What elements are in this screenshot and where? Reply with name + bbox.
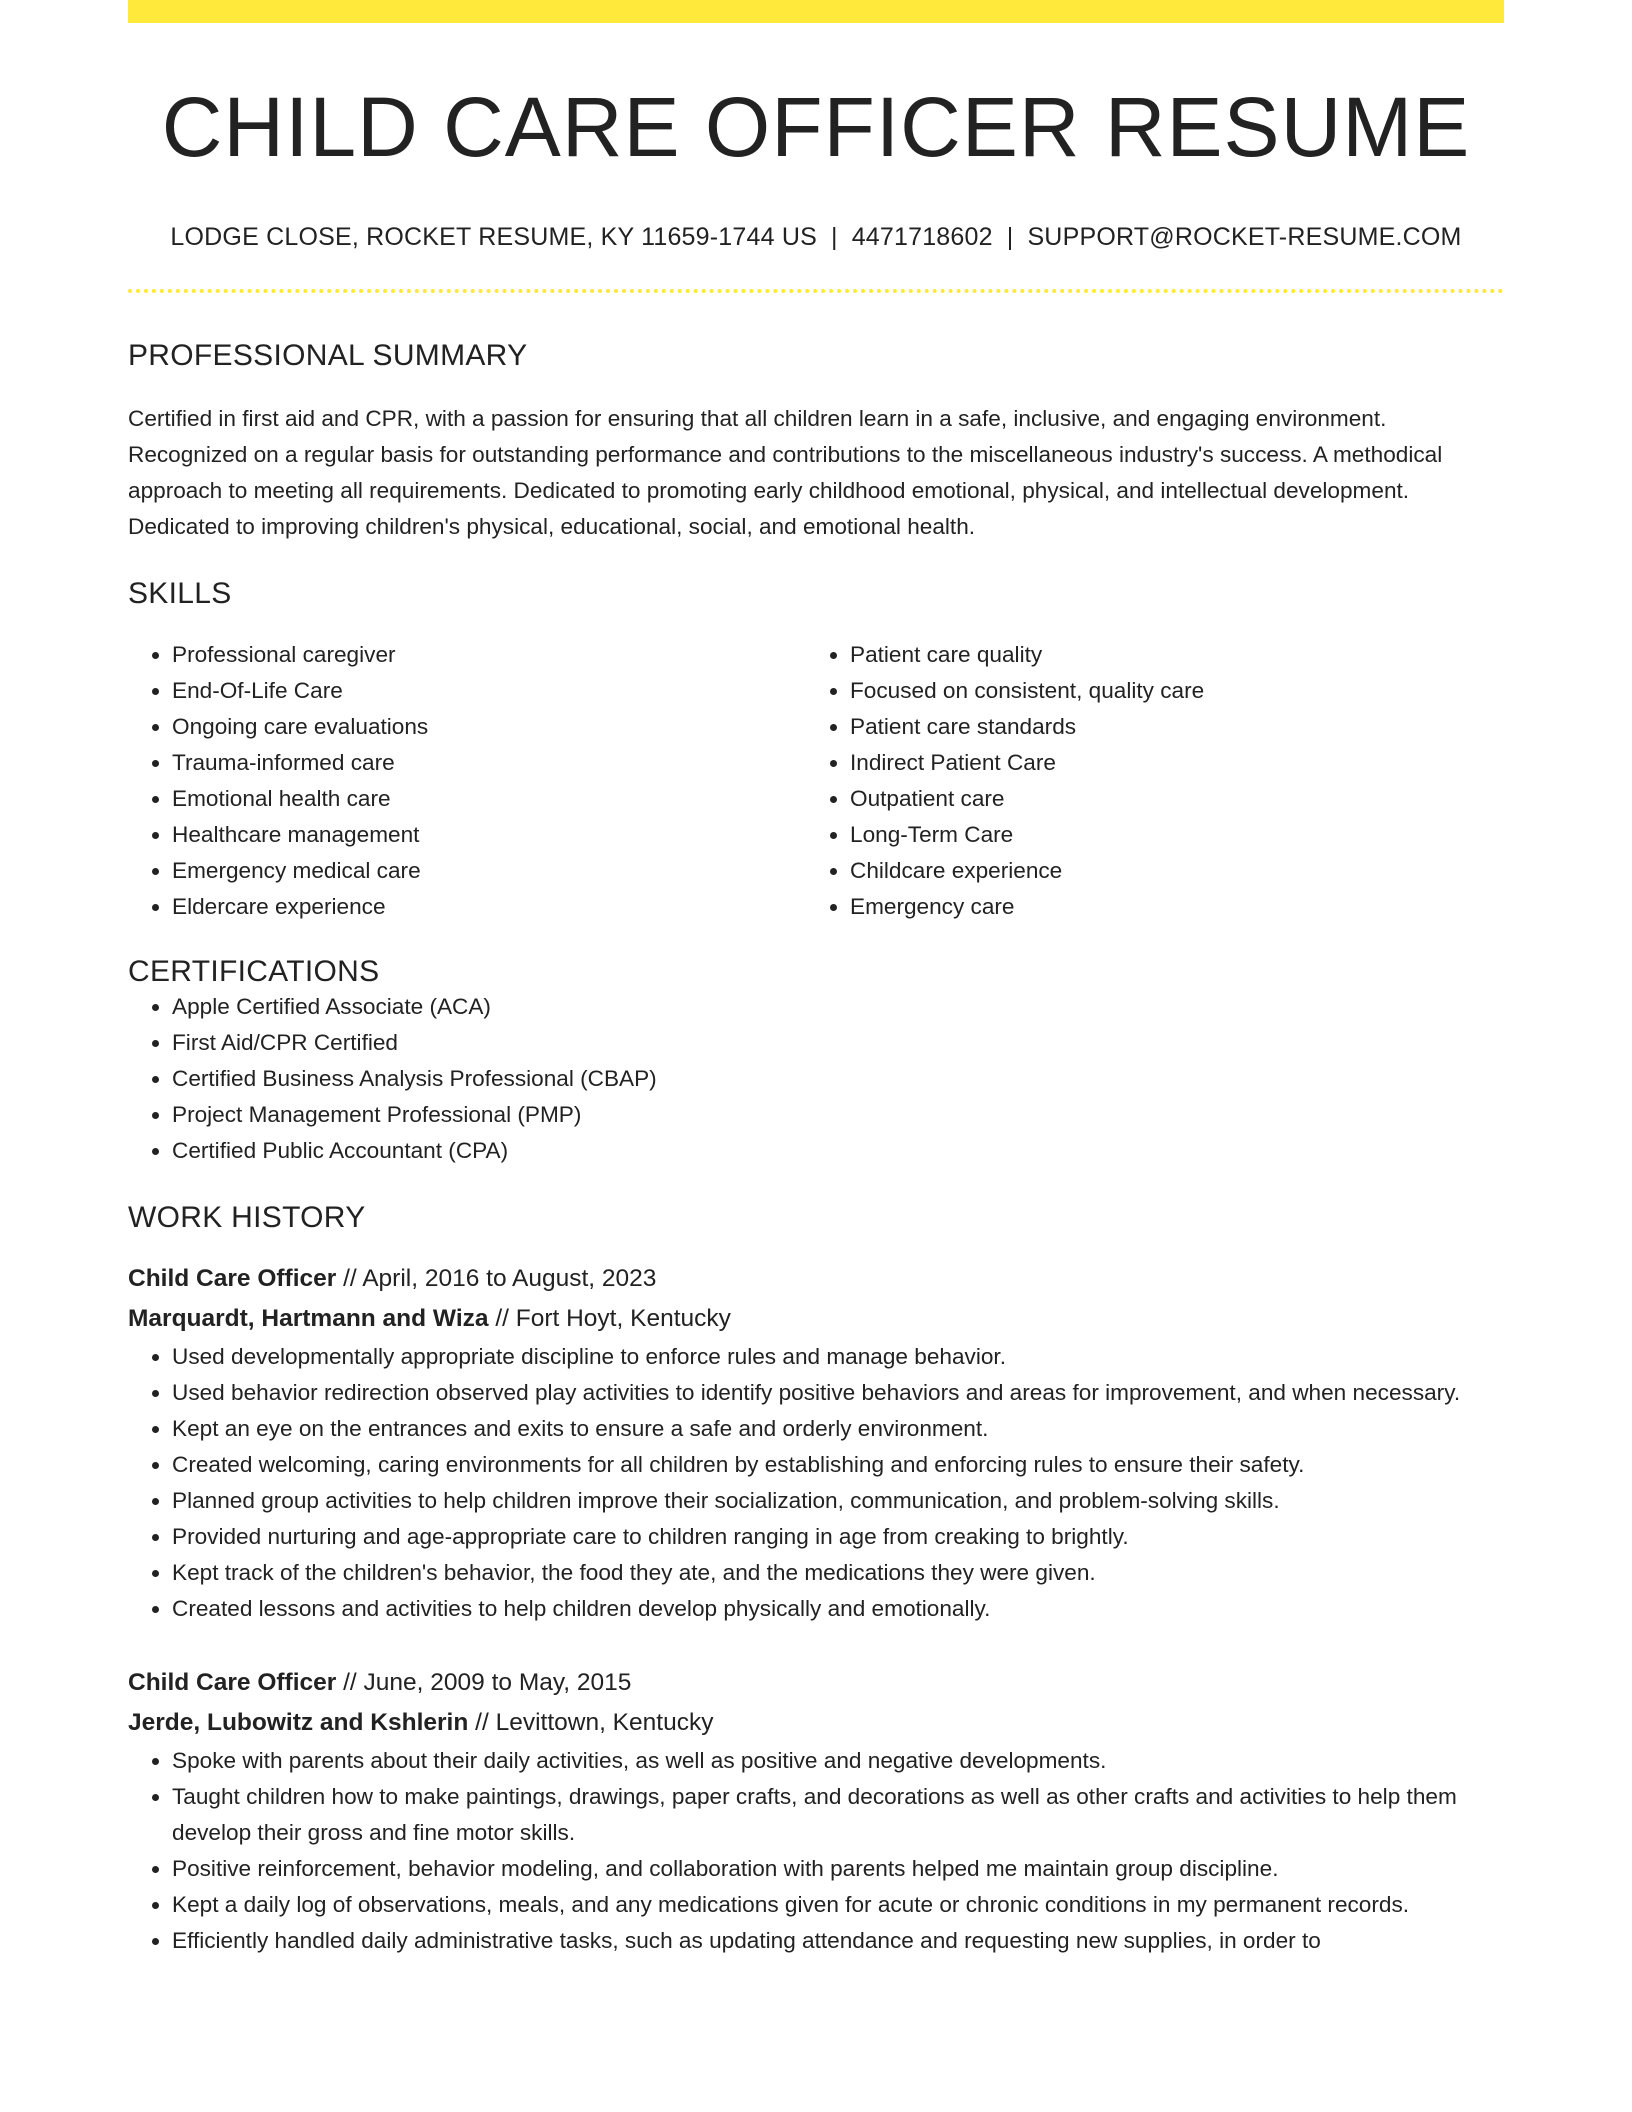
skill-item: • Outpatient care — [850, 781, 1484, 817]
resume-page — [128, 0, 1504, 1959]
job-duty: • Planned group activities to help children improve their socialization, communication, and problem-solving skills. — [172, 1483, 1504, 1519]
job-duty: • Efficiently handled daily administrative tasks, such as updating attendance and requesting new supplies, in order to — [172, 1923, 1504, 1959]
skill-item: • Long-Term Care — [850, 817, 1484, 853]
job-title: Child Care Officer — [128, 1265, 337, 1293]
job-dates: June, 2009 to May, 2015 — [363, 1669, 632, 1697]
skill-item: • Indirect Patient Care — [850, 745, 1484, 781]
dotted-divider — [128, 289, 1504, 293]
contact-phone[interactable]: 4471718602 — [851, 223, 993, 252]
job-duty: • Kept an eye on the entrances and exits to ensure a safe and orderly environment. — [172, 1411, 1504, 1447]
skill-item: • Childcare experience — [850, 853, 1484, 889]
contact-line — [128, 223, 1504, 252]
job-duty: • Positive reinforcement, behavior modeling, and collaboration with parents helped me maintain group discipline. — [172, 1851, 1504, 1887]
job-company-line: Marquardt, Hartmann and Wiza // Fort Hoyt, Kentucky — [128, 1305, 731, 1333]
contact-separator: | — [830, 223, 838, 252]
certification-item: • Certified Public Accountant (CPA) — [172, 1133, 1504, 1169]
skills-grid — [128, 637, 1504, 925]
skill-item: • Emotional health care — [172, 781, 806, 817]
job-company: Marquardt, Hartmann and Wiza — [128, 1305, 489, 1333]
contact-separator: | — [1006, 223, 1014, 252]
job-duty: • Used behavior redirection observed play activities to identify positive behaviors and areas for improvement, and when necessary. — [172, 1375, 1504, 1411]
job-duty: • Created lessons and activities to help children develop physically and emotionally. — [172, 1591, 1504, 1627]
certification-item: • Certified Business Analysis Professional (CBAP) — [172, 1061, 1504, 1097]
resume-title: CHILD CARE OFFICER RESUME — [161, 80, 1471, 174]
certification-item: • Apple Certified Associate (ACA) — [172, 989, 1504, 1025]
skills-heading: SKILLS — [128, 577, 232, 611]
skill-item: • Patient care standards — [850, 709, 1484, 745]
certifications-list — [128, 989, 1504, 1169]
job-title-line: Child Care Officer // April, 2016 to August, 2023 — [128, 1265, 657, 1293]
work-history-heading: WORK HISTORY — [128, 1201, 366, 1235]
contact-address: LODGE CLOSE, ROCKET RESUME, KY 11659-1744 US — [170, 223, 817, 252]
skill-item: • Professional caregiver — [172, 637, 806, 673]
skill-item: • Focused on consistent, quality care — [850, 673, 1484, 709]
job-entry — [128, 1663, 1504, 1959]
job-duties-list — [128, 1339, 1504, 1627]
job-duty: • Taught children how to make paintings, drawings, paper crafts, and decorations as well as other crafts and activities to help them develop their gross and fine motor skills. — [172, 1779, 1504, 1851]
job-duty: • Spoke with parents about their daily activities, as well as positive and negative developments. — [172, 1743, 1504, 1779]
job-duty: • Kept track of the children's behavior, the food they ate, and the medications they were given. — [172, 1555, 1504, 1591]
skill-item: • Healthcare management — [172, 817, 806, 853]
job-title-line: Child Care Officer // June, 2009 to May, 2015 — [128, 1669, 632, 1697]
skill-item: • Emergency care — [850, 889, 1484, 925]
job-duties-list — [128, 1743, 1504, 1959]
certification-item: • Project Management Professional (PMP) — [172, 1097, 1504, 1133]
skill-item: • Ongoing care evaluations — [172, 709, 806, 745]
skill-item: • Patient care quality — [850, 637, 1484, 673]
job-duty: • Provided nurturing and age-appropriate care to children ranging in age from creaking to brightly. — [172, 1519, 1504, 1555]
job-duty: • Created welcoming, caring environments for all children by establishing and enforcing rules to ensure their safety. — [172, 1447, 1504, 1483]
skill-item: • Trauma-informed care — [172, 745, 806, 781]
job-location: Levittown, Kentucky — [495, 1709, 714, 1737]
job-company: Jerde, Lubowitz and Kshlerin — [128, 1709, 469, 1737]
skill-item: • End-Of-Life Care — [172, 673, 806, 709]
job-title: Child Care Officer — [128, 1669, 337, 1697]
job-duty: • Kept a daily log of observations, meals, and any medications given for acute or chronic conditions in my permanent records. — [172, 1887, 1504, 1923]
job-duty: • Used developmentally appropriate discipline to enforce rules and manage behavior. — [172, 1339, 1504, 1375]
certifications-heading: CERTIFICATIONS — [128, 955, 380, 989]
skills-list-right — [806, 637, 1484, 925]
skill-item: • Emergency medical care — [172, 853, 806, 889]
summary-text: Certified in first aid and CPR, with a passion for ensuring that all children learn in a safe, inclusive, and engaging environment. Recognized on a regular basis for outstanding performance and contributions to the miscellaneous industry's success. A methodical approach to meeting all requirements. Dedicated to promoting early childhood emotional, physical, and intellectual development. Dedicated to improving children's physical, educational, social, and emotional health. — [128, 406, 1443, 540]
job-company-line: Jerde, Lubowitz and Kshlerin // Levittown, Kentucky — [128, 1709, 714, 1737]
contact-email[interactable]: SUPPORT@ROCKET-RESUME.COM — [1027, 223, 1462, 252]
skill-item: • Eldercare experience — [172, 889, 806, 925]
summary-heading: PROFESSIONAL SUMMARY — [128, 339, 528, 373]
job-dates: April, 2016 to August, 2023 — [362, 1265, 657, 1293]
job-location: Fort Hoyt, Kentucky — [515, 1305, 731, 1333]
certification-item: • First Aid/CPR Certified — [172, 1025, 1504, 1061]
job-entry — [128, 1259, 1504, 1627]
accent-top-bar — [128, 0, 1504, 23]
skills-list-left — [128, 637, 806, 925]
